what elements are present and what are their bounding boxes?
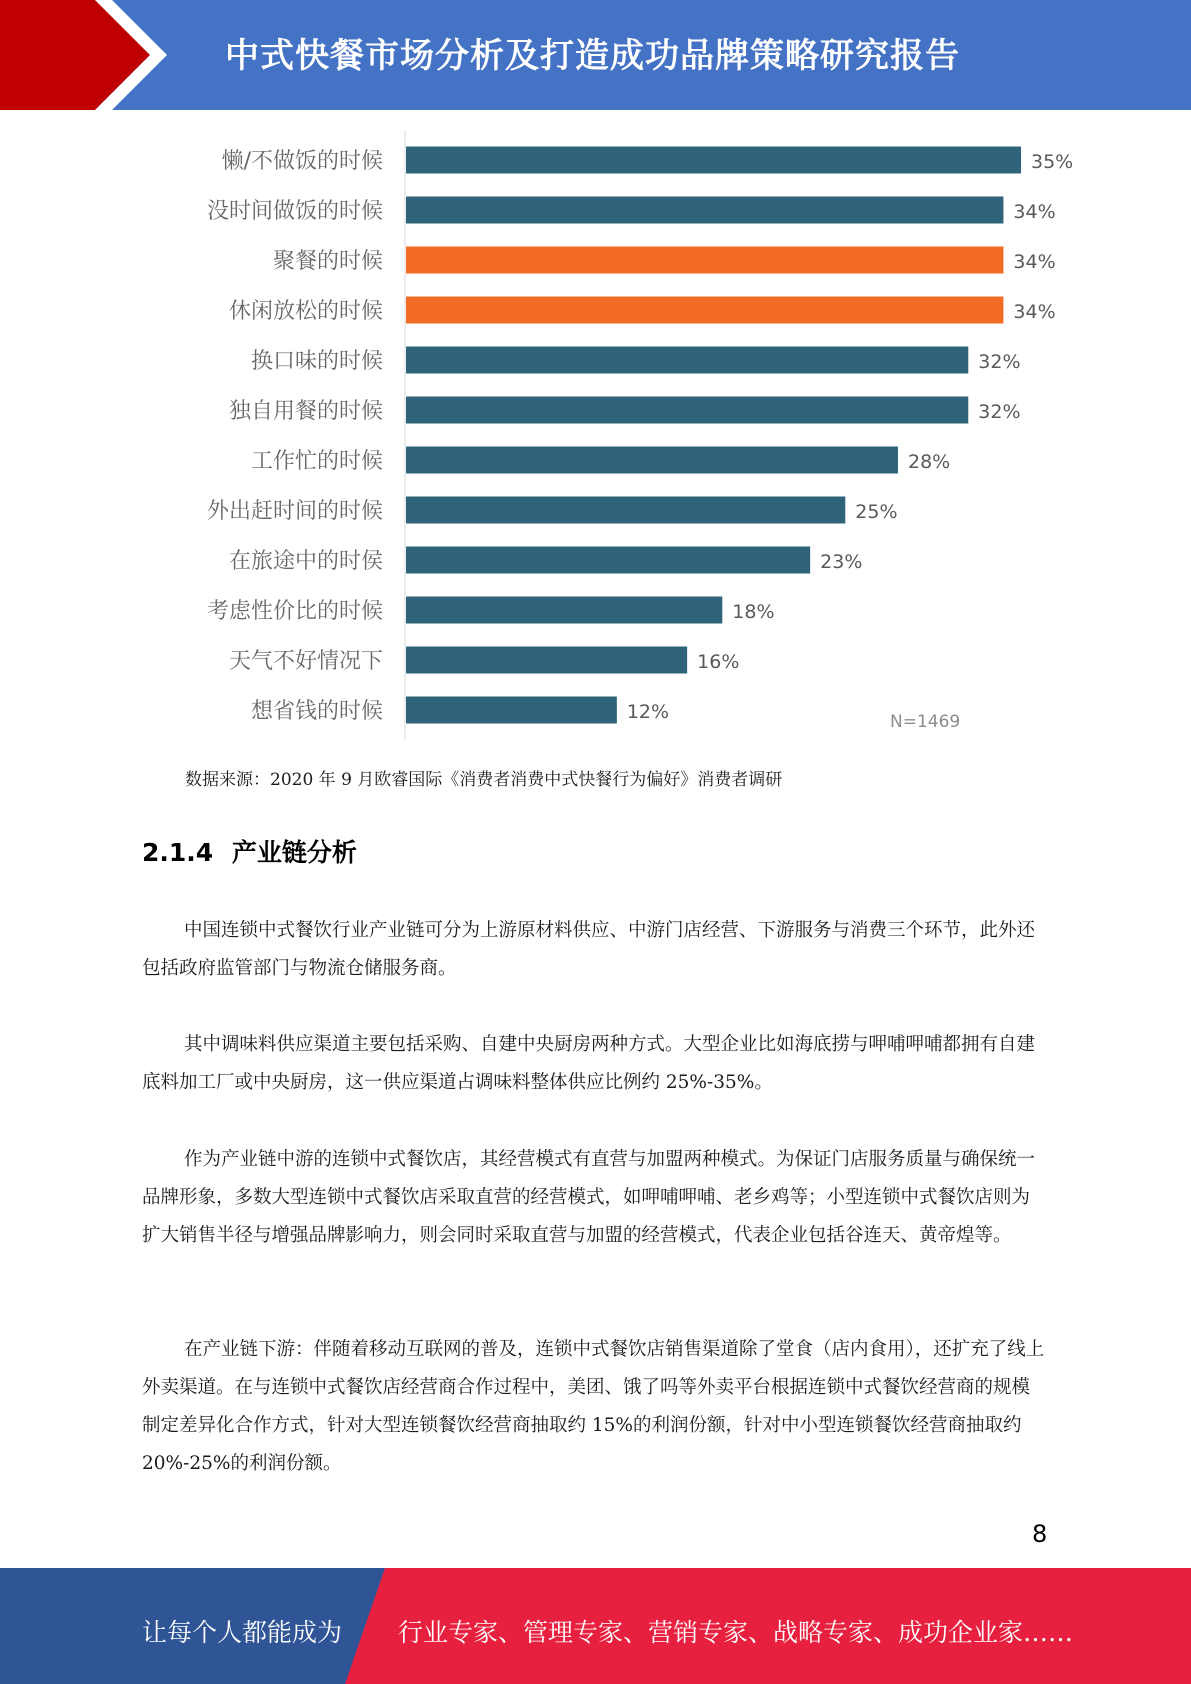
chart-category-label: 工作忙的时候 [250,449,383,474]
chart-category-label: 休闲放松的时候 [228,299,383,324]
chart-bar [406,147,1021,174]
paragraph-1: 中国连锁中式餐饮行业产业链可分为上游原材料供应、中游门店经营、下游服务与消费三个环节，此外还包括政府监管部门与物流仓储服务商。 [142,920,1036,979]
chart-category-label: 在旅途中的时侯 [228,549,383,574]
chart-value-label: 34% [1013,251,1056,273]
chart-value-label: 35% [1031,151,1074,173]
header-banner [0,0,1191,110]
chart-bar [406,447,898,474]
chart-value-label: 32% [978,351,1021,373]
chart-value-label: 25% [855,501,898,523]
chart-bar [406,247,1003,274]
chart-sample-size-label: N=1469 [890,712,961,732]
chart-category-label: 想省钱的时候 [250,699,383,724]
chart-bar [406,647,687,674]
chart-bar [406,697,617,724]
footer-slogan-left: 让每个人都能成为 [142,1618,343,1647]
chart-category-label: 聚餐的时候 [272,249,383,274]
chart-bar [406,547,810,574]
chart-category-label: 没时间做饭的时候 [206,199,383,224]
bar-chart [160,130,1090,740]
chart-bar [406,497,845,524]
chart-bar [406,197,1003,224]
chart-bar [406,397,968,424]
section-number: 2.1.4 [142,838,214,867]
chart-value-label: 23% [820,551,863,573]
chart-value-label: 16% [697,651,740,673]
chart-category-label: 外出赶时间的时候 [206,499,383,524]
chart-value-label: 32% [978,401,1021,423]
chart-value-label: 18% [732,601,775,623]
chart-value-label: 34% [1013,301,1056,323]
chart-value-label: 12% [626,701,670,723]
paragraph-4: 在产业链下游：伴随着移动互联网的普及，连锁中式餐饮店销售渠道除了堂食（店内食用），还扩充了线上外卖渠道。在与连锁中式餐饮店经营商合作过程中，美团、饿了吗等外卖平台根据连锁中式餐饮经营商的规模制定差异化合作方式，针对大型连锁餐饮经营商抽取约 15%的利润份额，针对中小型连锁餐饮经营商抽取约 20%-25%的利润份额。 [142,1339,1045,1474]
chart-category-label: 懒/不做饭的时候 [221,149,383,174]
chart-bar [406,597,722,624]
paragraph-2: 其中调味料供应渠道主要包括采购、自建中央厨房两种方式。大型企业比如海底捞与呷哺呷哺都拥有自建底料加工厂或中央厨房，这一供应渠道占调味料整体供应比例约 25%-35%。 [142,1034,1036,1093]
chart-value-label: 34% [1013,201,1056,223]
paragraph-3: 作为产业链中游的连锁中式餐饮店，其经营模式有直营与加盟两种模式。为保证门店服务质量与确保统一品牌形象，多数大型连锁中式餐饮店采取直营的经营模式，如呷哺呷哺、老乡鸡等；小型连锁中式餐饮店则为扩大销售半径与增强品牌影响力，则会同时采取直营与加盟的经营模式，代表企业包括谷连天、黄帝煌等。 [142,1149,1036,1246]
chart-bar [406,297,1003,324]
chart-category-label: 天气不好情况下 [228,649,383,674]
chart-bar [406,347,968,374]
chart-category-label: 独自用餐的时候 [228,399,383,424]
page-number: 8 [1032,1520,1048,1548]
header-title: 中式快餐市场分析及打造成功品牌策略研究报告 [225,36,960,76]
chart-category-label: 换口味的时候 [250,349,383,374]
footer-slogan-right: 行业专家、管理专家、营销专家、战略专家、成功企业家…… [398,1618,1074,1647]
section-heading [142,833,357,869]
chart-category-label: 考虑性价比的时候 [206,599,383,624]
chart-value-label: 28% [908,451,951,473]
chart-source: 数据来源：2020 年 9 月欧睿国际《消费者消费中式快餐行为偏好》消费者调研 [185,770,783,790]
section-title: 产业链分析 [231,838,357,867]
